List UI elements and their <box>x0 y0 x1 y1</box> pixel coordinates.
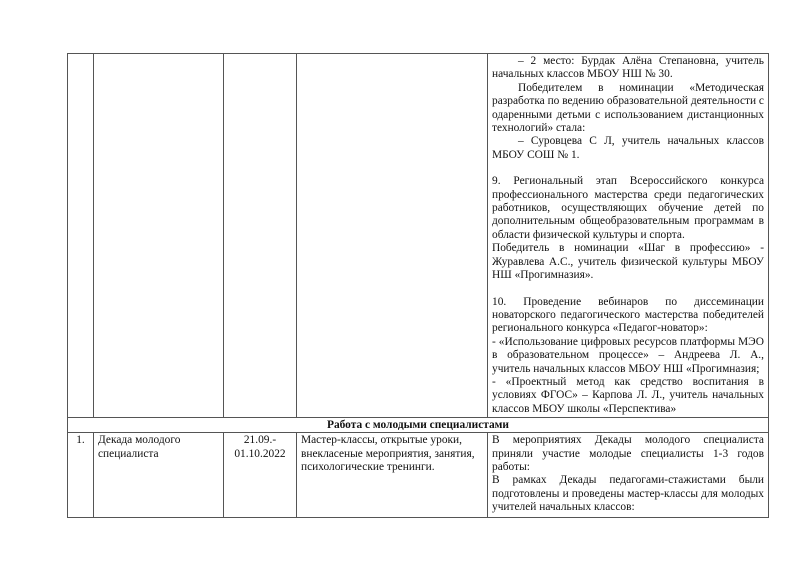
result-paragraph: – 2 место: Бурдак Алёна Степановна, учитель начальных классов МБОУ НШ № 30. <box>492 55 764 81</box>
result-paragraph: 10. Проведение вебинаров по диссеминации новаторского педагогического мастерства победителей регионального конкурса «Педагог-новатор»: <box>492 295 764 335</box>
report-table <box>67 53 769 518</box>
row-event: Декада молодого специалиста <box>94 433 224 518</box>
cell-event <box>94 54 224 418</box>
section-header-row <box>68 418 769 433</box>
row-format: Мастер-классы, открытые уроки, внекласеные мероприятия, занятия, психологические тренинги. <box>297 433 488 518</box>
result-paragraph: В рамках Декады педагогами-стажистами были подготовлены и проведены мастер-классы для молодых учителей начальных классов: <box>492 474 764 514</box>
result-paragraph: - «Проектный метод как средство воспитания в условиях ФГОС» – Карпова Л. Л., учитель начальных классов МБОУ школы «Перспектива» <box>492 375 764 415</box>
table-row <box>68 433 769 518</box>
row-results <box>488 433 769 518</box>
result-paragraph: Победителем в номинации «Методическая разработка по ведению образовательной деятельности с одаренными детьми с использованием дистанционных технологий» стала: <box>492 81 764 135</box>
cell-format <box>297 54 488 418</box>
cell-results <box>488 54 769 418</box>
cell-dates <box>224 54 297 418</box>
row-dates: 21.09.- 01.10.2022 <box>224 433 297 518</box>
result-paragraph: - «Использование цифровых ресурсов платформы МЭО в образовательном процессе» – Андреева Л. А., учитель начальных классов МБОУ НШ «Прогимназия; <box>492 335 764 375</box>
table-row-continuation <box>68 54 769 418</box>
result-paragraph: – Суровцева С Л, учитель начальных классов МБОУ СОШ № 1. <box>492 135 764 161</box>
section-title: Работа с молодыми специалистами <box>68 418 769 433</box>
row-number: 1. <box>68 433 94 518</box>
result-paragraph: 9. Региональный этап Всероссийского конкурса профессионального мастерства среди педагогических работников, осуществляющих обучение детей по дополнительным общеобразовательным программам в области физической культуры и спорта. <box>492 175 764 241</box>
result-paragraph: В мероприятиях Декады молодого специалиста приняли участие молодые специалисты 1-3 годов работы: <box>492 434 764 473</box>
result-paragraph: Победитель в номинации «Шаг в профессию» - Журавлева А.С., учитель физической культуры МБОУ НШ «Прогимназия». <box>492 242 764 282</box>
cell-number <box>68 54 94 418</box>
